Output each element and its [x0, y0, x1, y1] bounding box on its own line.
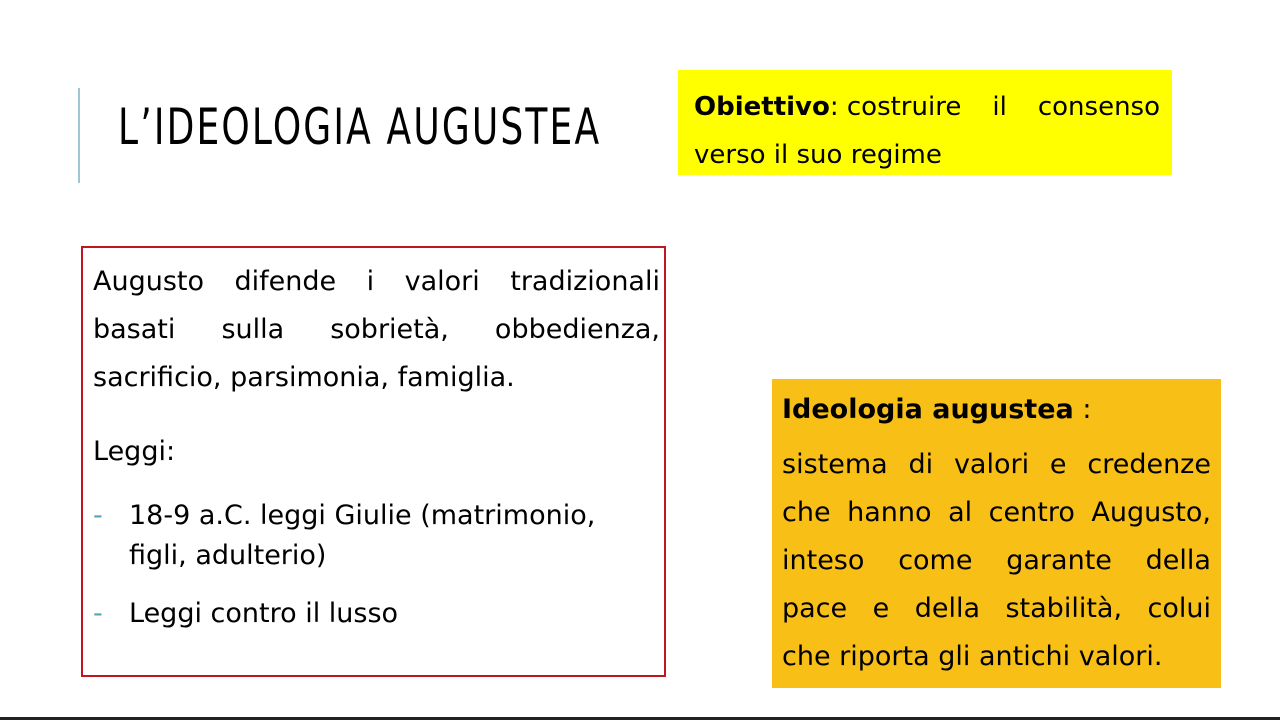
objective-label: Obiettivo [694, 92, 830, 122]
values-line [93, 258, 660, 306]
law-item [93, 496, 660, 576]
word: garante [1006, 545, 1112, 576]
word: della [1145, 545, 1211, 576]
word: e [872, 593, 890, 624]
bullet-dash: - [93, 500, 103, 531]
word: i [366, 266, 375, 297]
word: come [898, 545, 973, 576]
word: e [1049, 449, 1067, 480]
word: inteso [782, 545, 865, 576]
objective-line-2: verso il suo regime [694, 140, 942, 170]
objective-line-1 [694, 83, 1160, 131]
law-item [93, 594, 660, 634]
word: tradizionali [510, 266, 660, 297]
word: difende [234, 266, 337, 297]
word: stabilità, [1005, 593, 1123, 624]
word: sulla [221, 314, 285, 345]
word: pace [782, 593, 848, 624]
ideology-box [772, 379, 1221, 688]
title-accent-bar [78, 88, 80, 183]
word: sobrietà, [330, 314, 449, 345]
law-text: 18-9 a.C. leggi Giulie (matrimonio, figli, adulterio) [129, 500, 596, 571]
objective-word: consenso [1037, 92, 1160, 122]
ideology-definition [782, 441, 1211, 681]
word: che [782, 497, 831, 528]
laws-label: Leggi: [93, 436, 176, 467]
ideology-line [782, 585, 1211, 633]
word: di [908, 449, 934, 480]
word: colui [1147, 593, 1211, 624]
values-box [81, 246, 666, 677]
word: obbedienza, [494, 314, 660, 345]
objective-word: : costruire [829, 92, 962, 122]
word: della [914, 593, 981, 624]
values-line: sacrificio, parsimonia, famiglia. [93, 362, 515, 393]
word: sistema [782, 449, 888, 480]
ideology-heading [782, 387, 1211, 433]
word: al [948, 497, 973, 528]
ideology-line: che riporta gli antichi valori. [782, 641, 1163, 672]
slide-title: L’IDEOLOGIA AUGUSTEA [118, 98, 602, 156]
law-text: Leggi contro il lusso [129, 598, 399, 629]
objective-first-word [694, 83, 961, 131]
ideology-line [782, 537, 1211, 585]
ideology-line [782, 489, 1211, 537]
objective-box [678, 70, 1172, 175]
word: hanno [847, 497, 932, 528]
word: basati [93, 314, 176, 345]
ideology-heading-text: Ideologia augustea [782, 394, 1074, 425]
values-line [93, 306, 660, 354]
word: centro [988, 497, 1075, 528]
ideology-heading-suffix: : [1073, 394, 1092, 425]
word: credenze [1087, 449, 1211, 480]
objective-word: il [992, 92, 1007, 122]
bullet-dash: - [93, 598, 103, 629]
word: Augusto [93, 266, 205, 297]
ideology-line [782, 441, 1211, 489]
word: valori [953, 449, 1030, 480]
word: valori [404, 266, 480, 297]
word: Augusto, [1091, 497, 1211, 528]
